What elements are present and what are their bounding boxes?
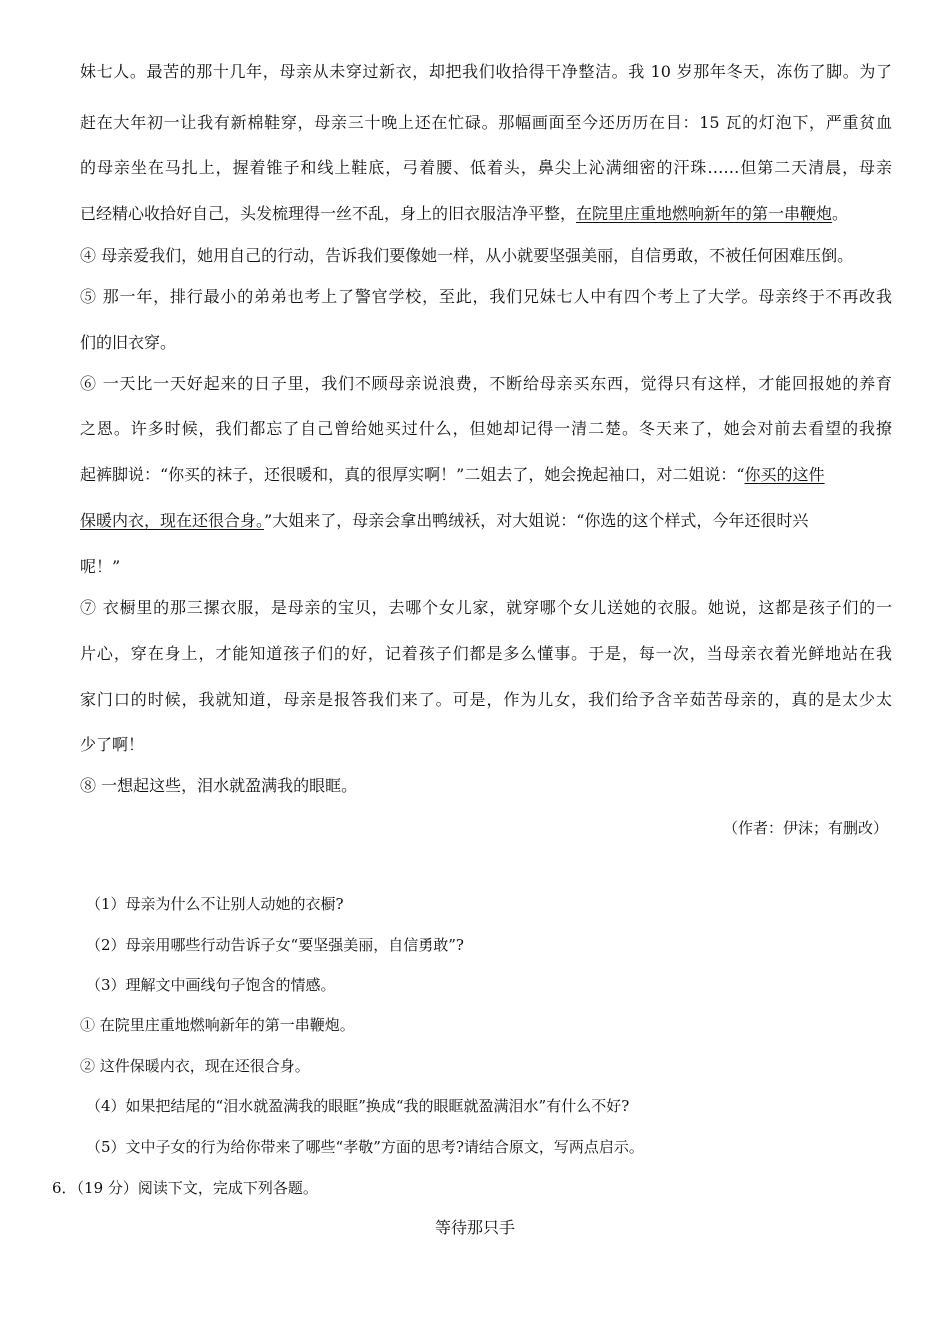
question-3: （3）理解文中画线句子饱含的情感。 [86, 976, 336, 994]
paragraph-5-line: ⑤ 那一年，排行最小的弟弟也考上了警官学校，至此，我们兄妹七人中有四个考上了大学。母亲终于不再改我 [80, 287, 892, 306]
paragraph-6-line [80, 511, 892, 531]
paragraph-8: ⑧ 一想起这些，泪水就盈满我的眼眶。 [80, 776, 358, 795]
paragraph-7-line: 家门口的时候，我就知道，母亲是报答我们来了。可是，作为儿女，我们给予含辛茹苦母亲的，真的是太少太 [80, 690, 892, 709]
paragraph-7-line: 片心，穿在身上，才能知道孩子们的好，记着孩子们都是多么懂事。于是，每一次，当母亲衣着光鲜地站在我 [80, 644, 892, 663]
question-1: （1）母亲为什么不让别人动她的衣橱? [86, 895, 344, 913]
question-3-item-2: ② 这件保暖内衣，现在还很合身。 [80, 1057, 310, 1075]
underlined-sentence-1: 在院里庄重地燃响新年的第一串鞭炮 [576, 204, 833, 223]
paragraph-6-line: 呢！” [80, 557, 121, 576]
paragraph-4: ④ 母亲爱我们，她用自己的行动，告诉我们要像她一样，从小就要坚强美丽，自信勇敢，不被任何困难压倒。 [80, 246, 854, 265]
underlined-sentence-2: 你买的这件 [744, 465, 825, 484]
question-5: （5）文中子女的行为给你带来了哪些“孝敬”方面的思考?请结合原文，写两点启示。 [86, 1138, 644, 1156]
next-item-heading: 6．（19 分）阅读下文，完成下列各题。 [52, 1179, 318, 1197]
paragraph-6-line [80, 465, 892, 485]
paragraph-6-line: ⑥ 一天比一天好起来的日子里，我们不顾母亲说浪费，不断给母亲买东西，觉得只有这样，才能回报她的养育 [80, 374, 892, 393]
passage-line: 妹七人。最苦的那十几年，母亲从未穿过新衣，却把我们收拾得干净整洁。我 10 岁那年冬天，冻伤了脚。为了 [80, 62, 892, 81]
passage-text: 已经精心收拾好自己，头发梳理得一丝不乱，身上的旧衣服洁净平整， [80, 204, 577, 223]
underlined-sentence-2: 保暖内衣，现在还很合身。 [80, 511, 265, 530]
passage-text: ”大姐来了，母亲会拿出鸭绒袄，对大姐说：“你选的这个样式，今年还很时兴 [264, 511, 809, 530]
question-4: （4）如果把结尾的“泪水就盈满我的眼眶”换成“我的眼眶就盈满泪水”有什么不好? [86, 1097, 630, 1115]
passage-text: 起裤脚说：“你买的袜子，还很暖和，真的很厚实啊！”二姐去了，她会挽起袖口，对二姐说：“ [80, 465, 745, 484]
next-passage-title: 等待那只手 [434, 1218, 515, 1237]
question-2: （2）母亲用哪些行动告诉子女“要坚强美丽，自信勇敢”? [86, 936, 464, 954]
passage-line: 赶在大年初一让我有新棉鞋穿，母亲三十晚上还在忙碌。那幅画面至今还历历在目：15 瓦的灯泡下，严重贫血 [80, 113, 892, 132]
paragraph-5-line: 们的旧衣穿。 [80, 333, 177, 352]
passage-line [80, 204, 892, 224]
paragraph-6-line: 之恩。许多时候，我们都忘了自己曾给她买过什么，但她却记得一清二楚。冬天来了，她会对前去看望的我撩 [80, 419, 892, 438]
paragraph-7-line: ⑦ 衣橱里的那三摞衣服，是母亲的宝贝，去哪个女儿家，就穿哪个女儿送她的衣服。她说，这都是孩子们的一 [80, 598, 892, 617]
author-note: （作者：伊沫；有删改） [722, 819, 888, 837]
passage-text: 。 [832, 204, 849, 223]
passage-line: 的母亲坐在马扎上，握着锥子和线上鞋底，弓着腰、低着头，鼻尖上沁满细密的汗珠……但第二天清晨，母亲 [80, 158, 892, 177]
question-3-item-1: ① 在院里庄重地燃响新年的第一串鞭炮。 [80, 1016, 355, 1034]
paragraph-7-line: 少了啊！ [80, 735, 145, 754]
